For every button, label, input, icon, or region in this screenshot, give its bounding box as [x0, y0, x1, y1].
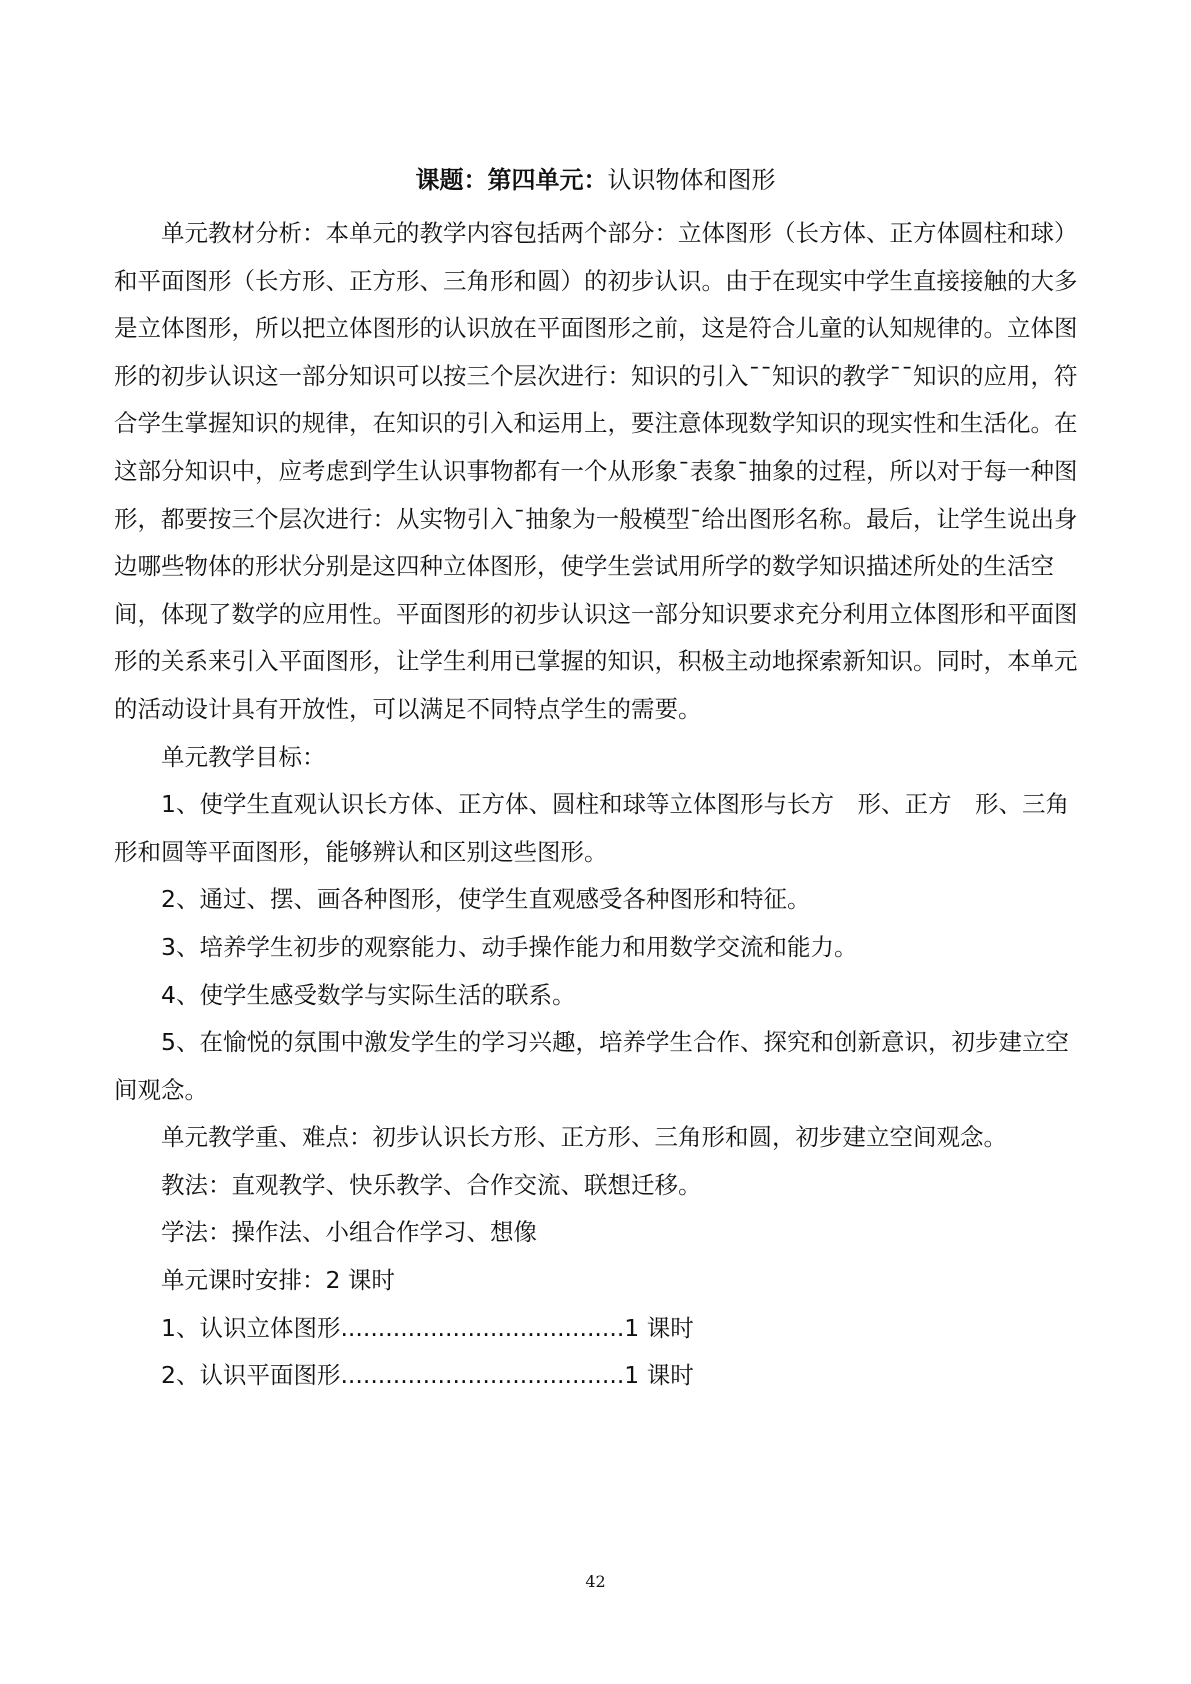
goal-item-2: 2、通过、摆、画各种图形，使学生直观感受各种图形和特征。 — [161, 885, 811, 914]
material-analysis-paragraph: 单元教材分析：本单元的教学内容包括两个部分：立体图形（长方体、正方体圆柱和球）和平面图形（长方形、正方形、三角形和圆）的初步认识。由于在现实中学生直接接触的大多是立体图形，所以把立体图形的认识放在平面图形之前，这是符合儿童的认知规律的。立体图形的初步认识这一部分知识可以按三个层次进行：知识的引入¯¯知识的教学¯¯知识的应用，符合学生掌握知识的规律，在知识的引入和运用上，要注意体现数学知识的现实性和生活化。在这部分知识中，应考虑到学生认识事物都有一个从形象¯表象¯抽象的过程，所以对于每一种图形，都要按三个层次进行：从实物引入¯抽象为一般模型¯给出图形名称。最后，让学生说出身边哪些物体的形状分别是这四种立体图形，使学生尝试用所学的数学知识描述所处的生活空间，体现了数学的应用性。平面图形的初步认识这一部分知识要求充分利用立体图形和平面图形的关系来引入平面图形，让学生利用已掌握的知识，积极主动地探索新知识。同时，本单元的活动设计具有开放性，可以满足不同特点学生的需要。 — [114, 219, 1078, 723]
teaching-method-line: 教法：直观教学、快乐教学、合作交流、联想迁移。 — [161, 1170, 702, 1199]
lesson-title — [0, 163, 1191, 197]
goals-heading: 单元教学目标： — [161, 742, 326, 771]
learning-method-line: 学法：操作法、小组合作学习、想像 — [161, 1218, 537, 1247]
lesson-item-2: 2、认识平面图形......................................1 课时 — [161, 1361, 694, 1390]
document-body — [114, 210, 1084, 1400]
goal-item-3: 3、培养学生初步的观察能力、动手操作能力和用数学交流和能力。 — [161, 932, 858, 961]
lesson-item-1: 1、认识立体图形......................................1 课时 — [161, 1313, 694, 1342]
title-normal-part: 认识物体和图形 — [607, 166, 776, 194]
goal-item-4: 4、使学生感受数学与实际生活的联系。 — [161, 980, 576, 1009]
goal-item-1: 1、使学生直观认识长方体、正方体、圆柱和球等立体图形与长方 形、正方 形、三角形和圆等平面图形，能够辨认和区别这些图形。 — [114, 790, 1069, 866]
schedule-line: 单元课时安排：2 课时 — [161, 1266, 395, 1295]
goal-item-5: 5、在愉悦的氛围中激发学生的学习兴趣，培养学生合作、探究和创新意识，初步建立空间观念。 — [114, 1028, 1069, 1104]
title-bold-part: 课题：第四单元： — [415, 166, 608, 194]
key-points-line: 单元教学重、难点：初步认识长方形、正方形、三角形和圆，初步建立空间观念。 — [161, 1123, 1007, 1152]
page-number: 42 — [585, 1572, 606, 1591]
